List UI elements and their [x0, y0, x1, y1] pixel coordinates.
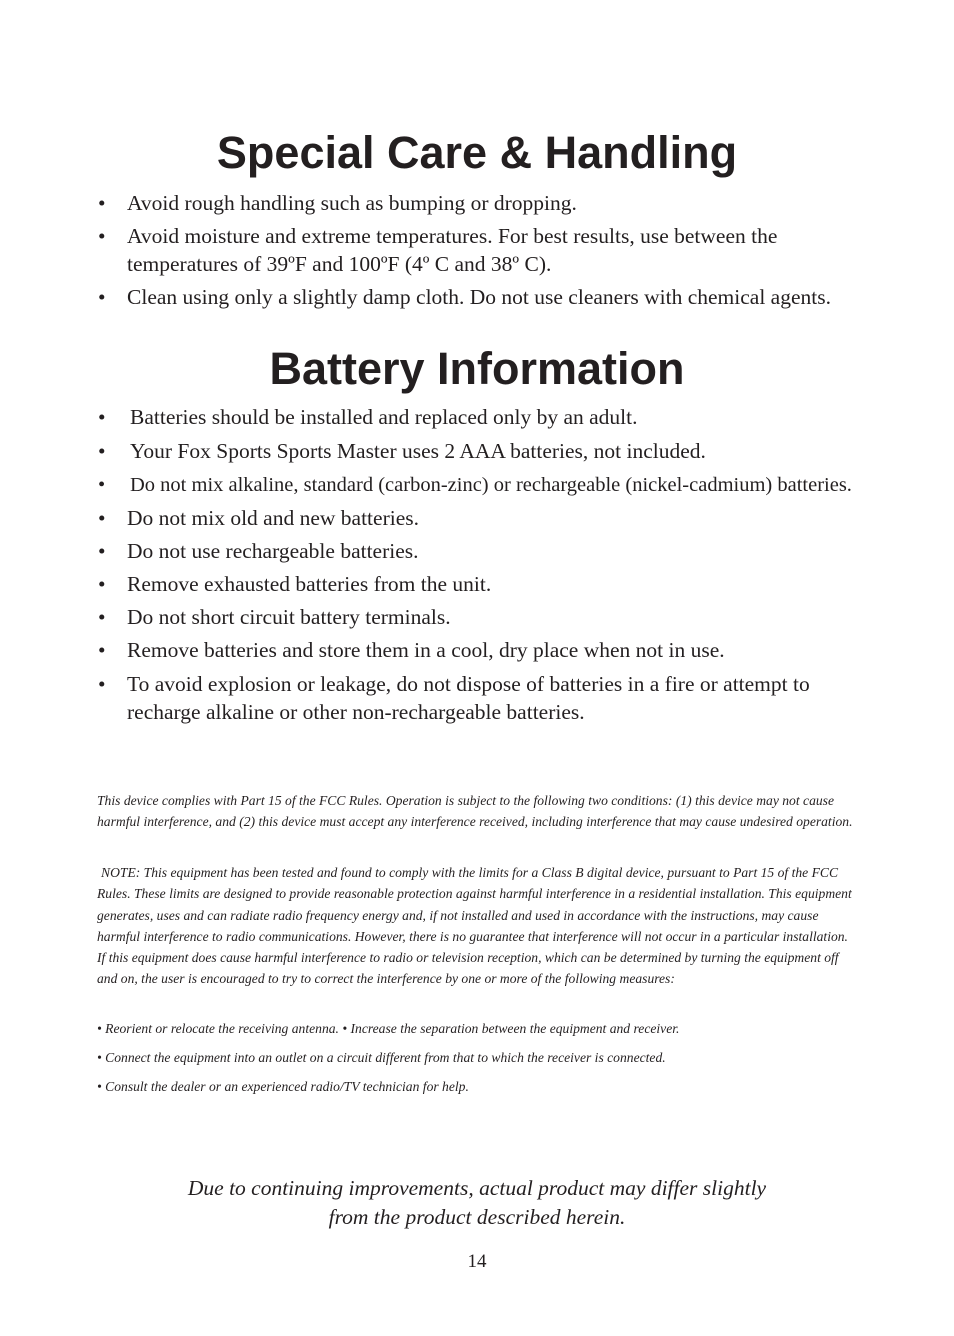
disclaimer-line: Due to continuing improvements, actual product may differ slightly — [187, 1176, 767, 1200]
list-item: • Do not mix old and new batteries. — [96, 504, 866, 532]
battery-heading: Battery Information — [269, 343, 685, 394]
list-item: • Do not short circuit battery terminals. — [96, 603, 866, 631]
care-list — [96, 189, 866, 311]
list-item: • Do not use rechargeable batteries. — [96, 537, 866, 565]
list-item: • Avoid rough handling such as bumping or dropping. — [96, 189, 866, 217]
list-item: • Remove exhausted batteries from the unit. — [96, 570, 866, 598]
list-item: • Do not mix alkaline, standard (carbon-zinc) or rechargeable (nickel-cadmium) batteries. — [96, 471, 866, 499]
care-heading: Special Care & Handling — [216, 127, 738, 178]
list-item: • Batteries should be installed and replaced only by an adult. — [96, 403, 866, 431]
fcc-statement: This device complies with Part 15 of the FCC Rules. Operation is subject to the following two conditions: (1) this device may not cause harmful interference, and (2) this device must accept any interference received, including interference that may cause undesired operation. — [97, 793, 853, 830]
list-item: • Clean using only a slightly damp cloth. Do not use cleaners with chemical agents. — [96, 283, 866, 311]
list-item: • Avoid moisture and extreme temperatures. For best results, use between the temperatures of 39ºF and 100ºF (4º C and 38º C). — [96, 222, 866, 278]
fcc-measure: • Connect the equipment into an outlet on a circuit different from that to which the receiver is connected. — [97, 1050, 666, 1065]
fcc-measure: • Consult the dealer or an experienced radio/TV technician for help. — [97, 1079, 469, 1094]
battery-list — [96, 403, 866, 726]
product-disclaimer — [0, 1174, 954, 1232]
page-number: 14 — [467, 1251, 487, 1272]
fcc-note: NOTE: This equipment has been tested and found to comply with the limits for a Class B digital device, pursuant to Part 15 of the FCC Rules. These limits are designed to provide reasonable protection against harmful interference in a residential installation. This equipment generates, uses and can radiate radio frequency energy and, if not installed and used in accordance with the instructions, may cause harmful interference to radio communications. However, there is no guarantee that interference will not occur in a particular installation. If this equipment does cause harmful interference to radio or television reception, which can be determined by turning the equipment off and on, the user is encouraged to try to correct the interference by one or more of the following measures: — [97, 865, 852, 987]
list-item: • Remove batteries and store them in a cool, dry place when not in use. — [96, 636, 866, 664]
disclaimer-line: from the product described herein. — [328, 1205, 626, 1229]
list-item: • Your Fox Sports Sports Master uses 2 AAA batteries, not included. — [96, 437, 866, 465]
fcc-measure: • Reorient or relocate the receiving antenna. • Increase the separation between the equipment and receiver. — [97, 1021, 680, 1036]
list-item: • To avoid explosion or leakage, do not dispose of batteries in a fire or attempt to recharge alkaline or other non-rechargeable batteries. — [96, 670, 866, 726]
